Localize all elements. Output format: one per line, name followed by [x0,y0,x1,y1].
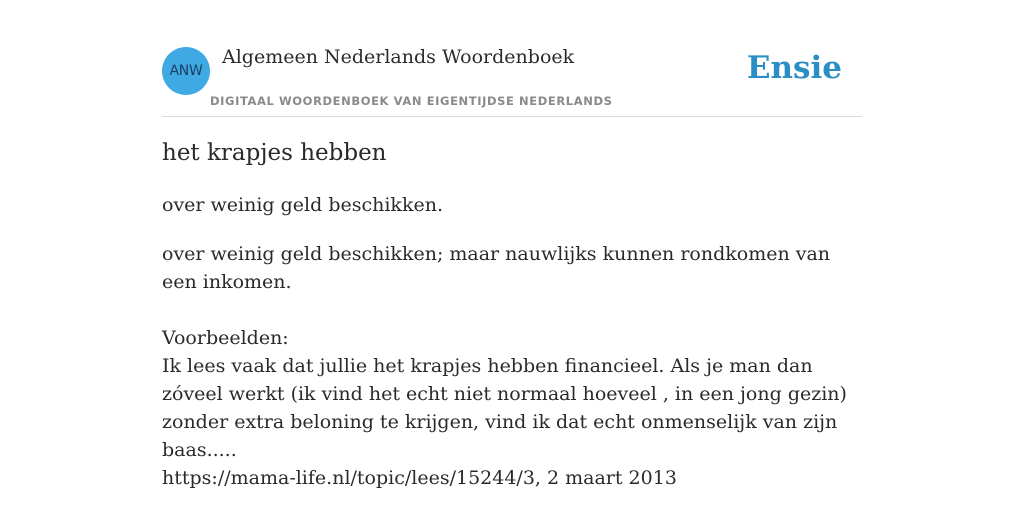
examples-label: Voorbeelden: [162,327,289,349]
site-subtitle: DIGITAAL WOORDENBOEK VAN EIGENTIJDSE NEDERLANDS [210,94,613,108]
short-definition: over weinig geld beschikken. [162,194,443,216]
site-header [162,0,862,117]
example-source: https://mama-life.nl/topic/lees/15244/3, 2 maart 2013 [162,467,677,489]
site-title[interactable]: Algemeen Nederlands Woordenboek [222,46,575,68]
anw-logo-text: ANW [169,63,203,79]
ensie-brand-link[interactable]: Ensie [746,50,842,86]
anw-logo[interactable] [162,47,210,95]
entry-term: het krapjes hebben [162,140,387,166]
page-container [162,0,862,489]
long-definition: over weinig geld beschikken; maar nauwlijks kunnen rondkomen van een inkomen. [162,243,831,293]
examples-section [162,324,862,492]
example-text: Ik lees vaak dat jullie het krapjes hebben financieel. Als je man dan zóveel werkt (ik vind het echt niet normaal hoeveel , in een jong gezin) zonder extra beloning te krijgen, vind ik dat echt onmenselijk van zijn baas..... [162,355,847,461]
